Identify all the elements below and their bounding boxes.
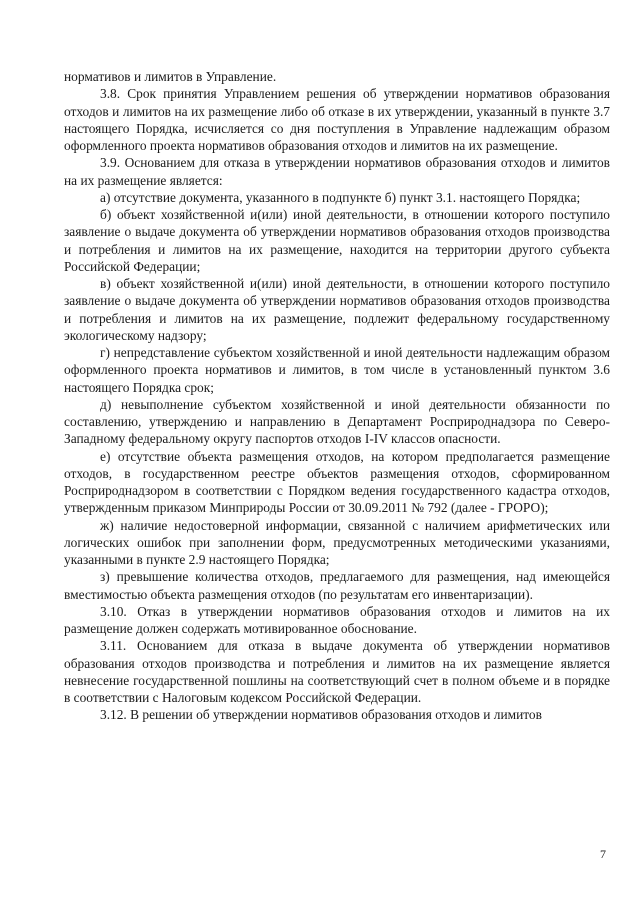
paragraph-3-9-zh: ж) наличие недостоверной информации, связанной с наличием арифметических или логических ошибок при заполнении форм, предусмотренных методическими указаниями, указанными в пункте 2.9 настоящего Порядка; [64, 517, 610, 567]
paragraph-3-8: 3.8. Срок принятия Управлением решения об утверждении нормативов образования отходов и лимитов на их размещение либо об отказе в их утверждении, указанный в пункте 3.7 настоящего Порядка, исчисляется со дня поступления в Управление надлежащим образом оформленного проекта нормативов образования отходов и лимитов на их размещение. [64, 86, 610, 153]
paragraph-3-9-z: з) превышение количества отходов, предлагаемого для размещения, над имеющейся вместимостью объекта размещения отходов (по результатам его инвентаризации). [64, 569, 610, 602]
document-body [64, 68, 610, 724]
paragraph-3-9-v: в) объект хозяйственной и(или) иной деятельности, в отношении которого поступило заявление о выдаче документа об утверждении нормативов образования отходов производства и потребления и лимитов на их размещение, подлежит федеральному государственному экологическому надзору; [64, 276, 610, 343]
paragraph-continuation: нормативов и лимитов в Управление. [64, 69, 277, 84]
paragraph-3-9-e: е) отсутствие объекта размещения отходов, на котором предполагается размещение отходов, в государственном реестре объектов размещения отходов, сформированном Росприроднадзором в соответствии с Порядком ведения государственного кадастра отходов, утвержденным приказом Минприроды России от 30.09.2011 № 792 (далее - ГРОРО); [64, 448, 610, 516]
paragraph-3-12: 3.12. В решении об утверждении нормативов образования отходов и лимитов [100, 707, 542, 723]
page-number: 7 [600, 847, 606, 861]
paragraph-3-9: 3.9. Основанием для отказа в утверждении нормативов образования отходов и лимитов на их размещение является: [64, 155, 610, 188]
paragraph-3-9-g: г) непредставление субъектом хозяйственной и иной деятельности надлежащим образом оформленного проекта нормативов и лимитов, в том числе в установленный пунктом 3.6 настоящего Порядка срок; [64, 345, 610, 395]
paragraph-3-9-b: б) объект хозяйственной и(или) иной деятельности, в отношении которого поступило заявление о выдаче документа об утверждении нормативов образования отходов производства и потребления и лимитов на их размещение, находится на территории другого субъекта Российской Федерации; [64, 207, 610, 274]
paragraph-3-9-a: а) отсутствие документа, указанного в подпункте б) пункт 3.1. настоящего Порядка; [100, 189, 581, 205]
paragraph-3-9-d: д) невыполнение субъектом хозяйственной и иной деятельности обязанности по составлению, утверждению и направлению в Департамент Росприроднадзора по Северо-Западному федеральному округу паспортов отходов I-IV классов опасности. [64, 396, 610, 447]
paragraph-3-11: 3.11. Основанием для отказа в выдаче документа об утверждении нормативов образования отходов производства и потребления и лимитов на их размещение является невнесение государственной пошлины на соответствующий счет в полном объеме и в порядке в соответствии с Налоговым кодексом Российской Федерации. [64, 638, 610, 705]
paragraph-3-10: 3.10. Отказ в утверждении нормативов образования отходов и лимитов на их размещение должен содержать мотивированное обоснование. [64, 603, 610, 636]
